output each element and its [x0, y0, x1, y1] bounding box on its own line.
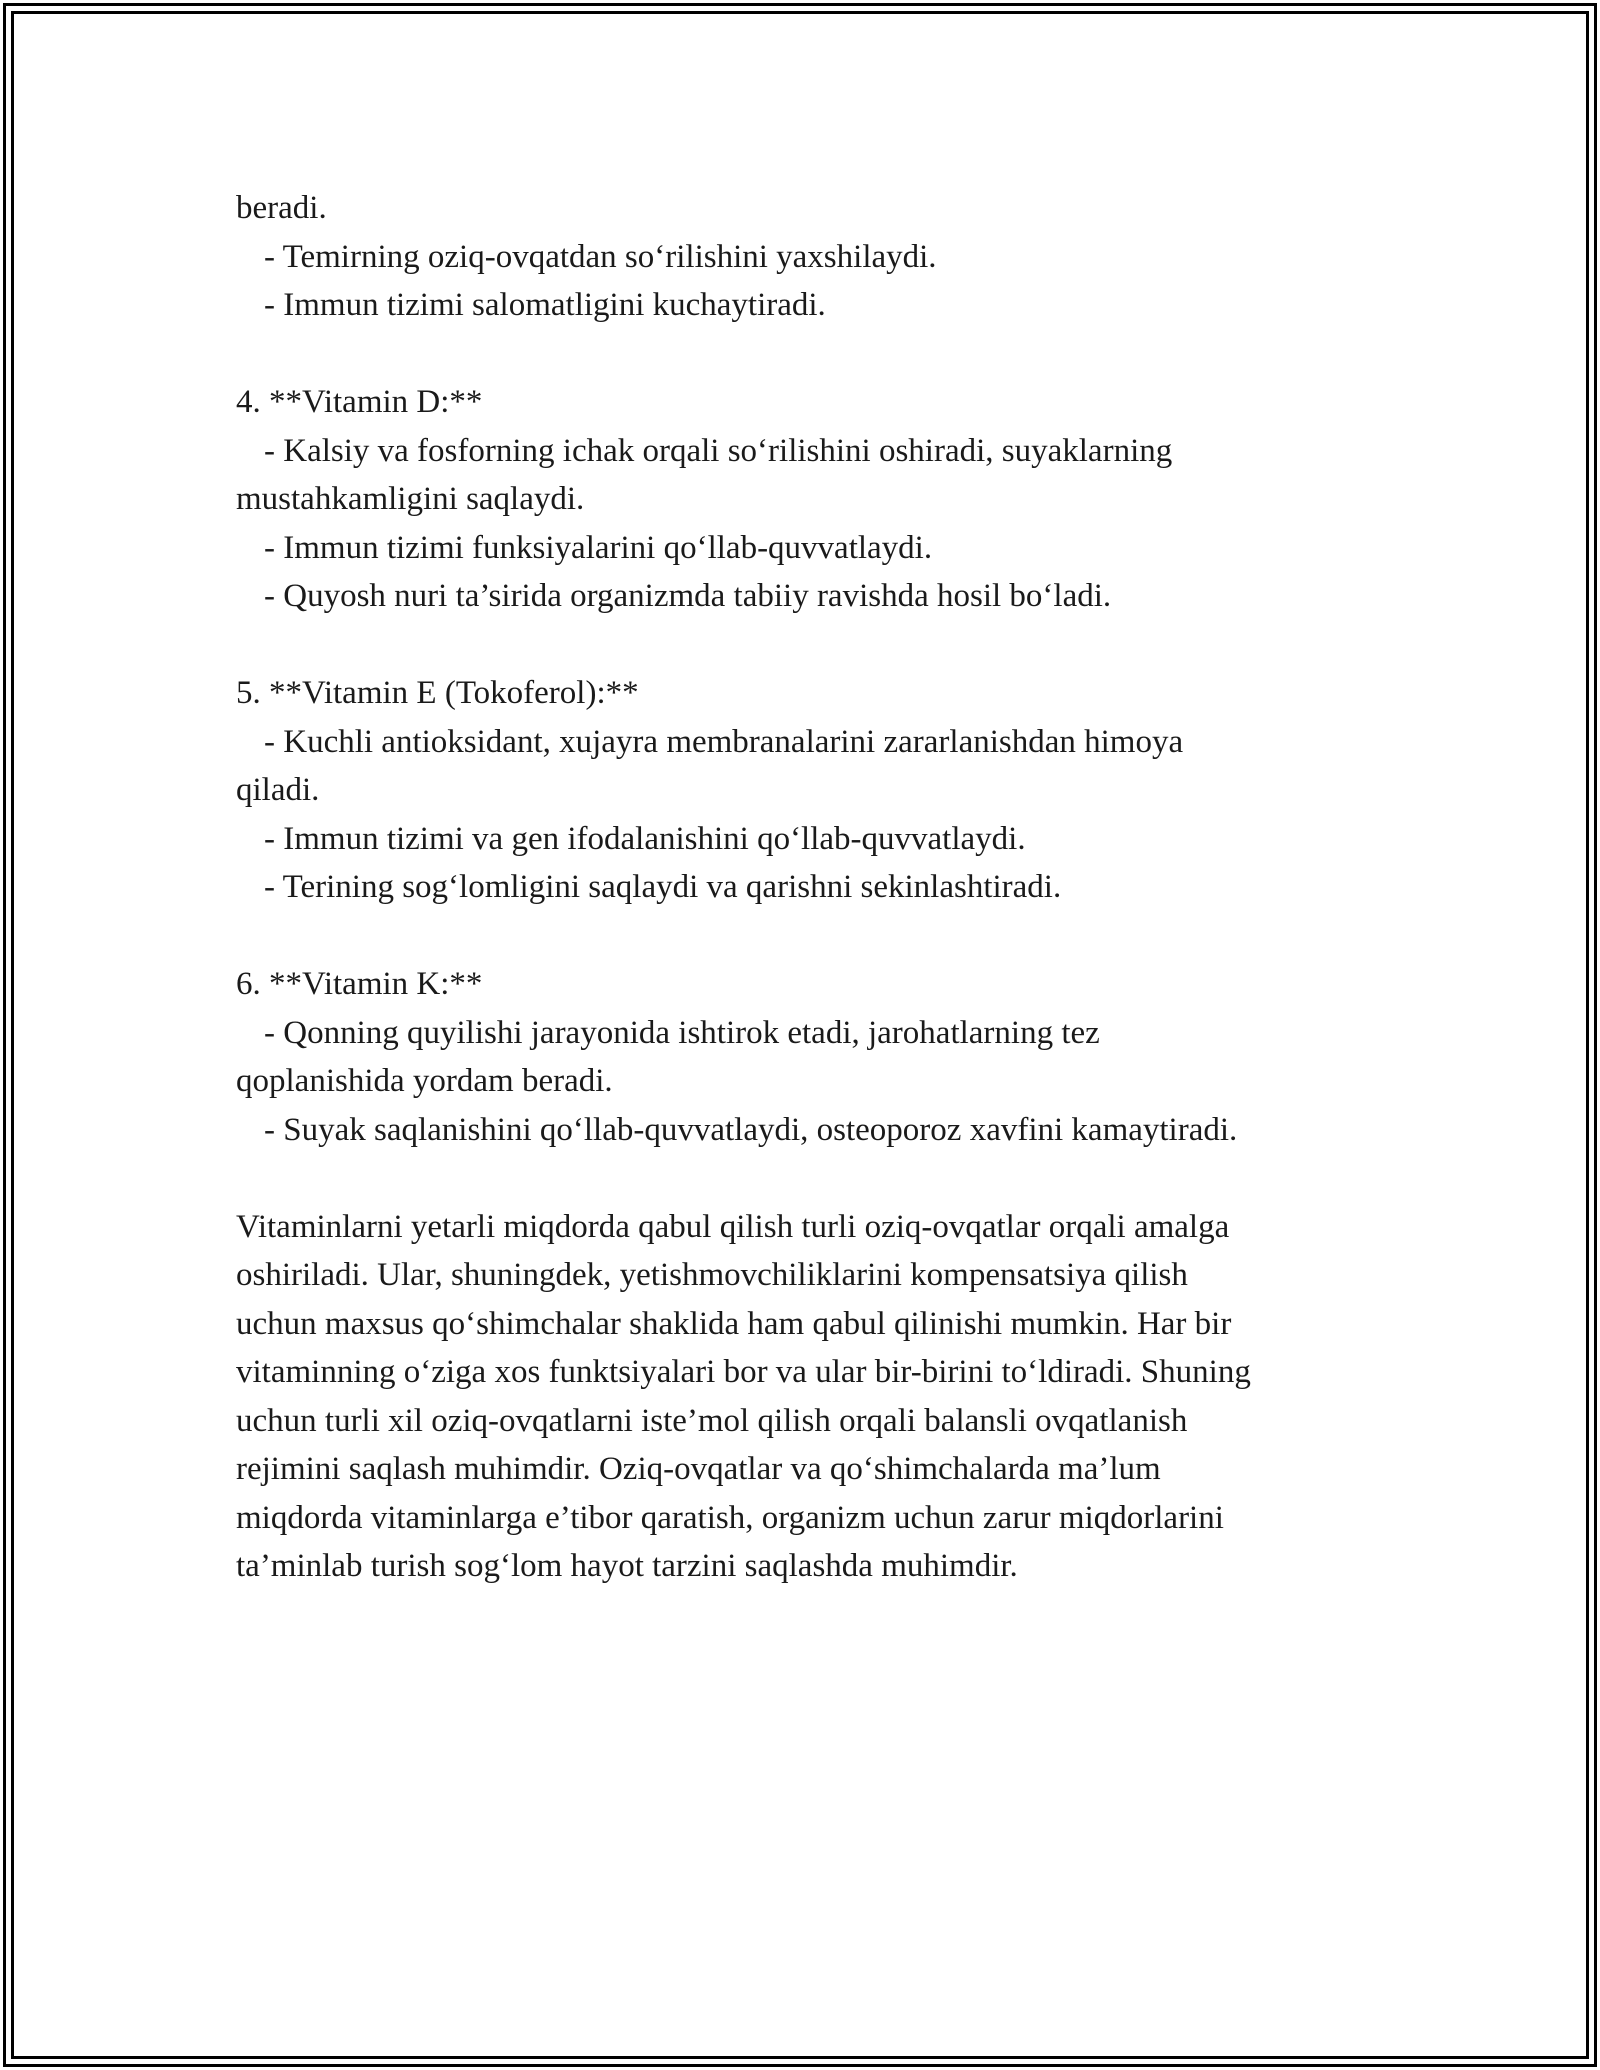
- vitamin-c-point: - Immun tizimi salomatligini kuchaytiradi.: [264, 287, 826, 323]
- spacer: [236, 621, 1416, 670]
- spacer: [236, 330, 1416, 379]
- conclusion-line: Vitaminlarni yetarli miqdorda qabul qilish turli oziq-ovqatlar orqali amalga: [236, 1208, 1230, 1245]
- conclusion-line: miqdorda vitaminlarga e’tibor qaratish, organizm uchun zarur miqdorlarini: [236, 1499, 1224, 1536]
- bullet-point: - Quyosh nuri ta’sirida organizmda tabiiy ravishda hosil bo‘ladi.: [264, 578, 1112, 614]
- bullet-continuation: qoplanishida yordam beradi.: [236, 1063, 613, 1099]
- section-heading: 4. **Vitamin D:**: [236, 384, 483, 420]
- document-body: [236, 184, 1416, 1591]
- conclusion-line: rejimini saqlash muhimdir. Oziq-ovqatlar va qo‘shimchalarda ma’lum: [236, 1451, 1161, 1487]
- bullet-point: - Terining sog‘lomligini saqlaydi va qarishni sekinlashtiradi.: [264, 869, 1062, 905]
- bullet-point: - Kalsiy va fosforning ichak orqali so‘rilishini oshiradi, suyaklarning: [264, 432, 1173, 469]
- continuation-line: beradi.: [236, 190, 327, 226]
- conclusion-line: uchun maxsus qo‘shimchalar shaklida ham qabul qilinishi mumkin. Har bir: [236, 1305, 1232, 1342]
- conclusion-line: oshiriladi. Ular, shuningdek, yetishmovchiliklarini kompensatsiya qilish: [236, 1257, 1188, 1293]
- bullet-point: - Immun tizimi va gen ifodalanishini qo‘llab-quvvatlaydi.: [264, 820, 1026, 857]
- section-heading: 6. **Vitamin K:**: [236, 966, 483, 1002]
- vitamin-c-point: - Temirning oziq-ovqatdan so‘rilishini yaxshilaydi.: [264, 238, 937, 275]
- conclusion-line: uchun turli xil oziq-ovqatlarni iste’mol qilish orqali balansli ovqatlanish: [236, 1402, 1188, 1439]
- spacer: [236, 1154, 1416, 1203]
- conclusion-line: ta’minlab turish sog‘lom hayot tarzini saqlashda muhimdir.: [236, 1548, 1018, 1584]
- conclusion-paragraph: [236, 1203, 1416, 1591]
- spacer: [236, 912, 1416, 961]
- bullet-point: - Kuchli antioksidant, xujayra membranalarini zararlanishdan himoya: [264, 723, 1184, 760]
- bullet-continuation: qiladi.: [236, 772, 320, 808]
- bullet-continuation: mustahkamligini saqlaydi.: [236, 481, 585, 517]
- conclusion-line: vitaminning o‘ziga xos funktsiyalari bor va ular bir-birini to‘ldiradi. Shuning: [236, 1354, 1251, 1390]
- bullet-point: - Immun tizimi funksiyalarini qo‘llab-quvvatlaydi.: [264, 529, 933, 566]
- bullet-point: - Suyak saqlanishini qo‘llab-quvvatlaydi, osteoporoz xavfini kamaytiradi.: [264, 1111, 1238, 1148]
- vitamin-sections: [236, 378, 1416, 1203]
- section-heading: 5. **Vitamin E (Tokoferol):**: [236, 675, 639, 711]
- bullet-point: - Qonning quyilishi jarayonida ishtirok etadi, jarohatlarning tez: [264, 1014, 1100, 1051]
